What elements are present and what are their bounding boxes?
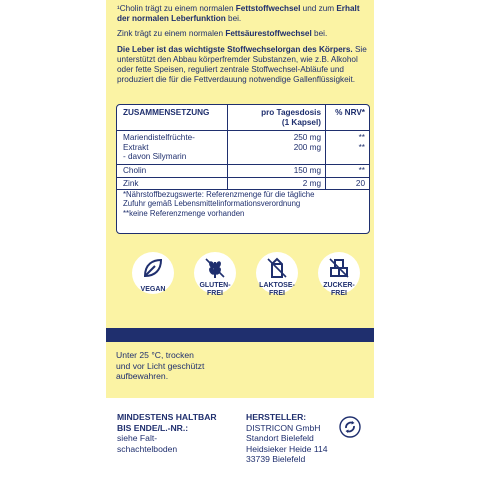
badge-label-line: FREI: [207, 290, 223, 297]
best-before-text: siehe Falt-: [117, 433, 158, 444]
best-before-info: [117, 412, 217, 454]
manufacturer-line: Heidsieker Heide 114: [246, 443, 328, 454]
text-bold: Die Leber ist das wichtigste Stoffwechselorgan des Körpers.: [117, 44, 353, 54]
divider: [117, 130, 369, 131]
cell-text: Extrakt: [123, 142, 149, 152]
nutrition-table: [116, 104, 370, 234]
text: bei.: [311, 29, 328, 39]
footnote-line: **keine Referenzmenge vorhanden: [123, 208, 245, 218]
manufacturer-line: DISTRICON GmbH: [246, 422, 321, 433]
milk-carton-icon: [265, 256, 289, 280]
storage-line: und vor Licht geschützt: [116, 360, 205, 371]
text-bold: Fettstoffwechsel: [235, 4, 301, 13]
best-before-heading: BIS ENDE/L.-NR.:: [117, 422, 189, 433]
col-header-dose-line1: pro Tagesdosis: [261, 108, 321, 117]
zinc-claim: [117, 29, 369, 39]
row-milk-thistle-nrv: [325, 133, 365, 152]
badge-row: [118, 252, 368, 314]
wheat-icon: [203, 256, 227, 280]
product-label-panel: [106, 0, 374, 480]
text: bei.: [225, 14, 242, 24]
divider: [117, 164, 369, 165]
storage-line: Unter 25 °C, trocken: [116, 350, 194, 360]
footnote-line: Zufuhr gemäß Lebensmittelinformationsverordnung: [123, 199, 301, 209]
recycle-icon: [339, 416, 361, 438]
row-milk-thistle-dose: [245, 133, 321, 152]
bottom-section: [106, 398, 374, 480]
best-before-heading: MINDESTENS HALTBAR: [117, 412, 217, 422]
liver-description: [117, 45, 369, 86]
row-choline-nrv: **: [358, 166, 365, 175]
row-milk-thistle-name: [123, 133, 195, 162]
manufacturer-heading: HERSTELLER:: [246, 412, 307, 422]
badge-label-line: ZUCKER-: [323, 282, 355, 289]
badge-label-line: FREI: [269, 290, 285, 297]
storage-instructions: [116, 350, 276, 382]
intro-text: [117, 4, 369, 90]
leaf-icon: [141, 256, 165, 280]
row-zinc-name: Zink: [123, 179, 139, 188]
navy-band: [106, 328, 374, 342]
badge-label: [190, 282, 240, 298]
cell-value: 250 mg: [293, 133, 321, 142]
badge-label-line: GLUTEN-: [199, 282, 231, 289]
text: und zum: [300, 4, 337, 13]
badge-vegan: [128, 252, 178, 294]
manufacturer-line: 33739 Bielefeld: [246, 454, 306, 465]
divider: [117, 177, 369, 178]
text-bold: Erhalt der normalen Leberfunktion: [117, 4, 360, 24]
text: Zink trägt zu einem normalen: [117, 29, 226, 39]
cell-text: - davon Silymarin: [123, 152, 187, 162]
cell-text: Mariendistelfrüchte-: [123, 133, 195, 142]
badge-label-line: FREI: [331, 290, 347, 297]
manufacturer-info: [246, 412, 328, 465]
row-choline-dose: 150 mg: [293, 166, 321, 175]
row-choline-name: Cholin: [123, 166, 147, 175]
col-header-nrv: % NRV*: [335, 108, 365, 117]
row-zinc-dose: 2 mg: [302, 179, 321, 188]
badge-label: VEGAN: [140, 286, 166, 293]
text-bold: Fettsäurestoffwechsel: [225, 29, 312, 39]
badge-label: [314, 282, 364, 298]
sugar-cubes-icon: [327, 256, 351, 280]
badge-sugar-free: [314, 252, 364, 297]
col-header-dose-line2: (1 Kapsel): [281, 117, 321, 127]
table-footnote: [123, 190, 367, 218]
badge-gluten-free: [190, 252, 240, 297]
text: Sie unterstützt den Abbau körperfremder Substanzen, wie z.B. Alkohol oder fette Speisen, reguliert zentrale Stoffwechsel-Abläufe und produziert die für die Fettverdauung notwendige Gallenflüssigkeit.: [117, 44, 367, 85]
cell-value: **: [358, 142, 365, 152]
choline-claim: [117, 4, 369, 24]
footnote-line: *Nährstoffbezugswerte: Referenzmenge für die tägliche: [123, 190, 315, 199]
col-header-composition: ZUSAMMENSETZUNG: [123, 108, 210, 117]
storage-line: aufbewahren.: [116, 371, 169, 382]
cell-value: 200 mg: [293, 142, 321, 152]
text: ¹Cholin trägt zu einem normalen: [117, 4, 236, 13]
cell-value: **: [358, 133, 365, 142]
badge-lactose-free: [252, 252, 302, 297]
row-zinc-nrv: 20: [355, 179, 365, 188]
best-before-text: schachtelboden: [117, 443, 178, 454]
col-header-dose: [245, 108, 321, 127]
badge-label-line: LAKTOSE-: [259, 282, 295, 289]
badge-label: [252, 282, 302, 298]
manufacturer-line: Standort Bielefeld: [246, 433, 314, 444]
